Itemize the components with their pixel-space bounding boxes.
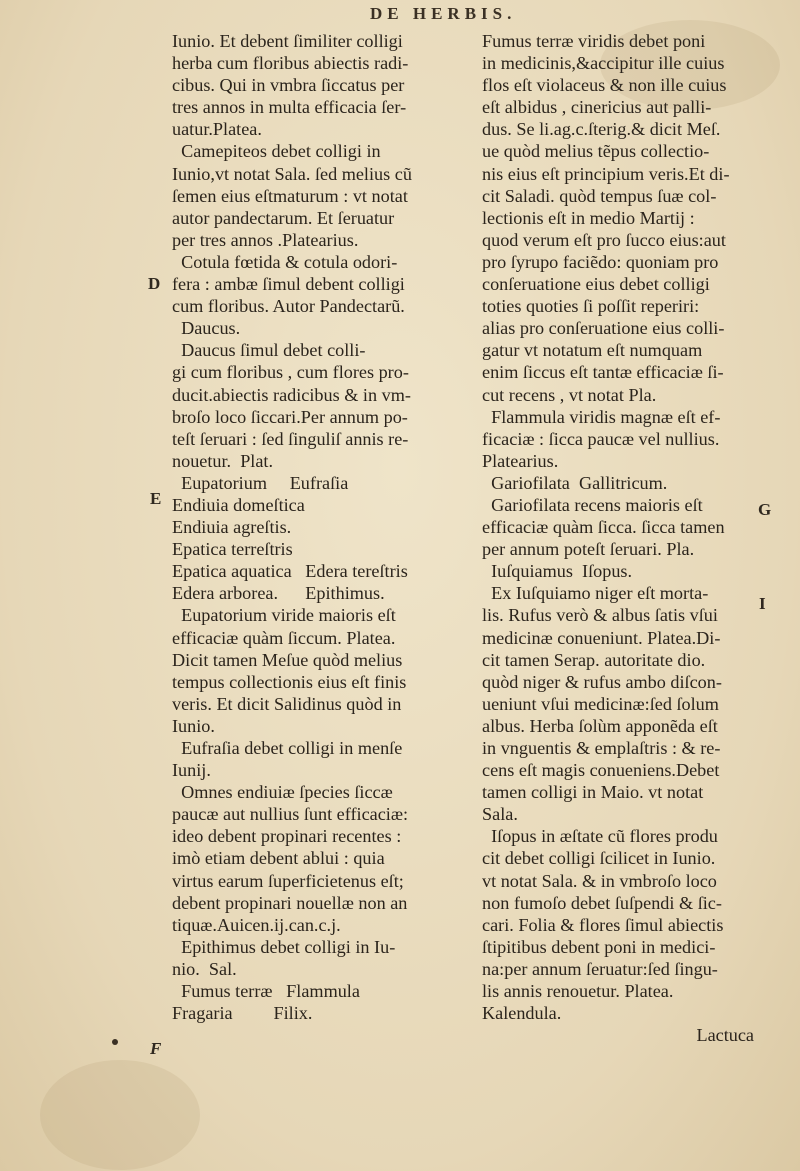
catchword: Lactuca	[696, 1025, 754, 1046]
text-line: albus. Herba ſolùm apponẽda eſt	[482, 715, 718, 736]
running-head: DE HERBIS.	[370, 4, 517, 23]
text-line: paucæ aut nullius ſunt efficaciæ:	[172, 804, 409, 825]
text-line: lis. Rufus verò & albus ſatis vſui	[482, 605, 718, 626]
margin-letter-f: F	[150, 1039, 162, 1058]
text-line: ueniunt vſui medicinæ:ſed ſolum	[482, 693, 719, 714]
text-line: autor pandectarum. Et ſeruatur	[172, 207, 395, 228]
text-line: toties quoties ſi poſſit reperiri:	[482, 296, 700, 317]
text-line: cut recens , vt notat Pla.	[482, 384, 657, 405]
text-line: Eupatorium viride maioris eſt	[172, 605, 396, 626]
text-line: ducit.abiectis radicibus & in vm-	[172, 384, 411, 405]
text-line: enim ſiccus eſt tantæ efficaciæ ſi-	[482, 362, 724, 383]
text-line: lis annis renouetur. Platea.	[482, 981, 674, 1002]
text-line: debent propinari nouellæ non an	[172, 892, 408, 913]
text-line: Iuſquiamus Iſopus.	[482, 561, 633, 582]
text-line: gatur vt notatum eſt numquam	[482, 340, 703, 361]
text-line: Fumus terræ Flammula	[172, 981, 360, 1002]
text-line: Epithimus debet colligi in Iu-	[172, 936, 396, 957]
text-line: Endiuia domeſtica	[172, 494, 305, 515]
text-line: nouetur. Plat.	[172, 450, 274, 471]
text-line: Daucus.	[172, 318, 241, 339]
text-line: pro ſyrupo faciẽdo: quoniam pro	[482, 251, 719, 272]
paper-stain	[40, 1060, 200, 1170]
text-line: in medicinis,&accipitur ille cuius	[482, 53, 725, 74]
text-line: imò etiam debent ablui : quia	[172, 848, 385, 869]
text-line: veris. Et dicit Salidinus quòd in	[172, 693, 402, 714]
text-line: Iunio,vt notat Sala. ſed melius cũ	[172, 163, 412, 184]
text-line: vt notat Sala. & in vmbroſo loco	[482, 870, 717, 891]
text-line: dus. Se li.ag.c.ſterig.& dicit Meſ.	[482, 119, 721, 140]
text-line: in vnguentis & emplaſtris : & re-	[482, 738, 721, 758]
text-line: Daucus ſimul debet colli-	[172, 340, 366, 361]
text-line: alias pro conſeruatione eius colli-	[482, 318, 725, 339]
text-line: fera : ambæ ſimul debent colligi	[172, 274, 405, 295]
text-line: cum floribus. Autor Pandectarũ.	[172, 296, 405, 317]
text-line: Endiuia agreſtis.	[172, 517, 292, 538]
left-column	[172, 30, 456, 1024]
text-line: conſeruatione eius debet colligi	[482, 274, 710, 295]
text-line: Flammula viridis magnæ eſt ef-	[482, 406, 721, 427]
text-line: per annum poteſt ſeruari. Pla.	[482, 539, 695, 560]
text-line: Iunio.	[172, 715, 215, 736]
text-line: Eupatorium Eufraſia	[172, 472, 349, 493]
text-line: cit debet colligi ſcilicet in Iunio.	[482, 848, 716, 869]
text-line: nio. Sal.	[172, 958, 237, 979]
text-line: non fumoſo debet ſuſpendi & ſic-	[482, 892, 722, 913]
text-line: cens eſt magis conueniens.Debet	[482, 760, 720, 781]
text-line: nis eius eſt principium veris.Et di-	[482, 163, 730, 184]
text-line: Kalendula.	[482, 1003, 562, 1024]
text-line: Fragaria Filix.	[172, 1003, 313, 1024]
text-line: tamen colligi in Maio. vt notat	[482, 782, 704, 803]
text-line: efficaciæ quàm ſicca. ſicca tamen	[482, 517, 725, 538]
text-line: uatur.Platea.	[172, 119, 262, 140]
text-line: tres annos in multa efficacia ſer-	[172, 97, 407, 118]
text-line: Dicit tamen Meſue quòd melius	[172, 649, 403, 670]
text-line: tempus collectionis eius eſt finis	[172, 671, 407, 692]
text-line: medicinæ conueniunt. Platea.Di-	[482, 627, 721, 648]
text-line: ideo debent propinari recentes :	[172, 826, 402, 847]
text-line: Iſopus in æſtate cũ flores produ	[482, 826, 718, 847]
text-line: Platearius.	[482, 450, 559, 471]
text-line: cit tamen Serap. autoritate dio.	[482, 649, 706, 670]
text-line: virtus earum ſuperficietenus eſt;	[172, 870, 404, 891]
text-line: herba cum floribus abiectis radi-	[172, 53, 409, 74]
text-line: teſt ſeruari : ſed ſinguliſ annis re-	[172, 428, 409, 449]
text-line: ſemen eius eſtmaturum : vt notat	[172, 185, 408, 206]
text-line: quòd niger & rufus ambo diſcon-	[482, 671, 722, 692]
text-line: Sala.	[482, 804, 518, 825]
text-line: ſtipitibus debent poni in medici-	[482, 936, 716, 957]
text-line: flos eſt violaceus & non ille cuius	[482, 75, 727, 96]
text-line: Epatica aquatica Edera tereſtris	[172, 561, 408, 582]
margin-letter-g: G	[758, 500, 772, 519]
margin-letter-i: I	[759, 594, 766, 613]
text-line: cit Saladi. quòd tempus ſuæ col-	[482, 185, 717, 206]
margin-letter-d: D	[148, 274, 161, 293]
text-line: efficaciæ quàm ſiccum. Platea.	[172, 627, 396, 648]
text-line: Cotula fœtida & cotula odori-	[172, 251, 398, 272]
text-line: broſo loco ſiccari.Per annum po-	[172, 406, 408, 427]
text-line: gi cum floribus , cum flores pro-	[172, 362, 409, 383]
text-line: ue quòd melius tẽpus collectio-	[482, 141, 710, 162]
text-line: cari. Folia & flores ſimul abiectis	[482, 914, 724, 935]
text-line: cibus. Qui in vmbra ſiccatus per	[172, 75, 405, 96]
text-line: tiquæ.Auicen.ij.can.c.j.	[172, 914, 341, 935]
right-column	[482, 30, 772, 1046]
text-line: Gariofilata recens maioris eſt	[482, 494, 703, 515]
text-line: Gariofilata Gallitricum.	[482, 472, 668, 493]
text-line: per tres annos .Platearius.	[172, 229, 359, 250]
text-line: Fumus terræ viridis debet poni	[482, 31, 706, 51]
text-line: eſt albidus , cinericius aut palli-	[482, 97, 712, 118]
text-line: lectionis eſt in medio Martij :	[482, 207, 695, 228]
text-line: Edera arborea. Epithimus.	[172, 583, 385, 604]
margin-letter-e: E	[150, 489, 162, 508]
text-line: Epatica terreſtris	[172, 539, 293, 560]
text-line: Ex Iuſquiamo niger eſt morta-	[482, 583, 709, 604]
text-line: quod verum eſt pro ſucco eius:aut	[482, 229, 726, 250]
margin-dot	[112, 1039, 118, 1045]
text-line: na:per annum ſeruatur:ſed ſingu-	[482, 958, 718, 979]
text-line: Iunij.	[172, 760, 211, 781]
text-line: ficaciæ : ſicca paucæ vel nullius.	[482, 428, 720, 449]
text-line: Iunio. Et debent ſimiliter colligi	[172, 31, 403, 51]
text-line: Camepiteos debet colligi in	[172, 141, 381, 162]
text-line: Omnes endiuiæ ſpecies ſiccæ	[172, 782, 393, 803]
text-line: Eufraſia debet colligi in menſe	[172, 738, 403, 758]
